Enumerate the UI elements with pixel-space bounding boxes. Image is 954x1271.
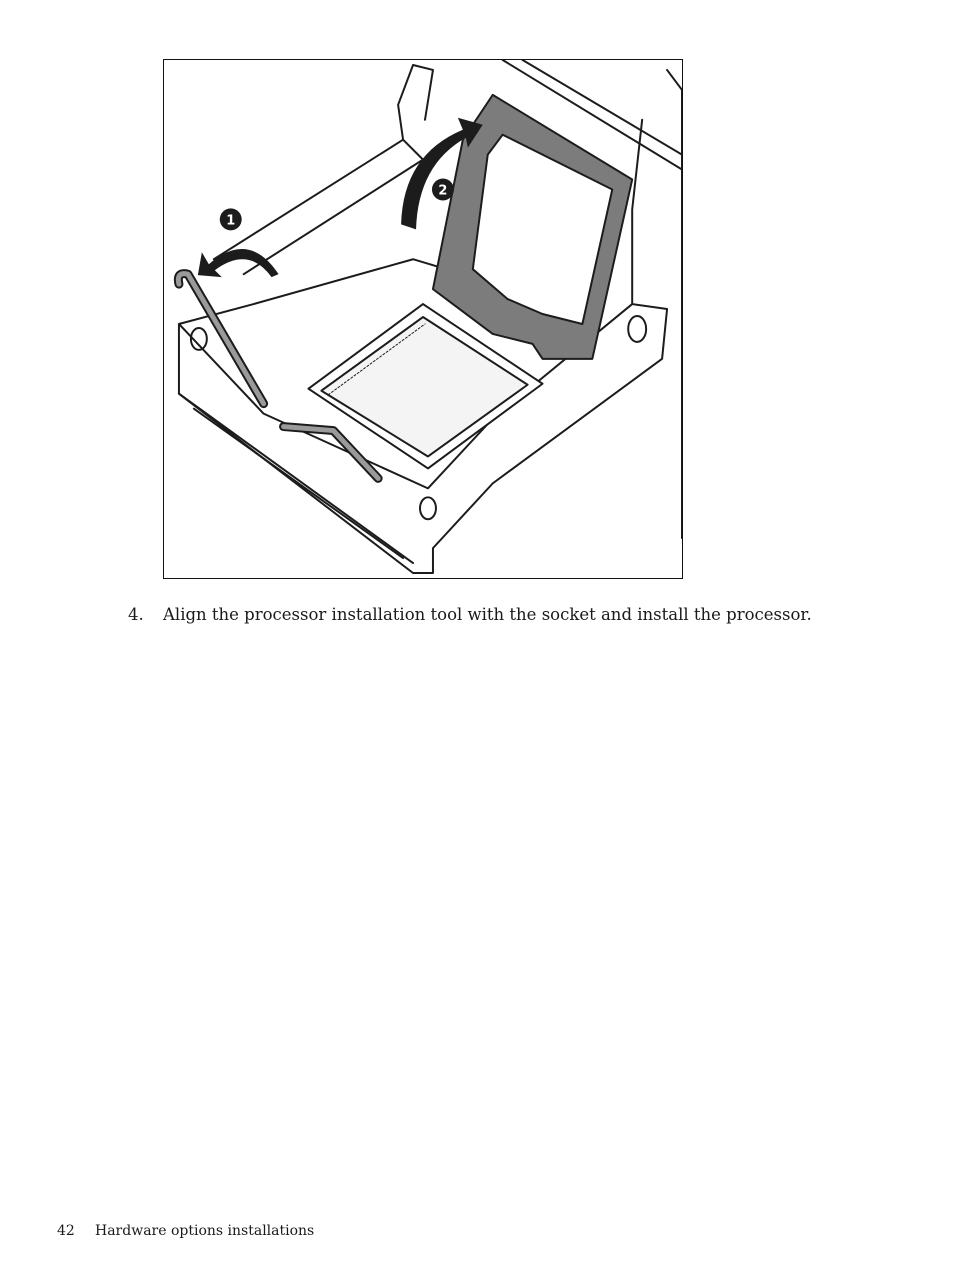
socket-diagram-svg [164, 60, 682, 578]
callout-1-label: 1 [226, 213, 236, 229]
page-number: 42 [57, 1223, 75, 1239]
callout-2-label: 2 [438, 183, 448, 199]
step-text: Align the processor installation tool with the socket and install the processor. [163, 605, 812, 624]
section-title: Hardware options installations [95, 1223, 315, 1239]
frame-right-edge [667, 70, 682, 538]
arrow-lever-open [198, 249, 279, 277]
processor-socket-illustration [163, 59, 683, 579]
procedure-step [128, 603, 848, 627]
frame-post [398, 65, 433, 140]
step-number: 4. [128, 605, 144, 624]
page-footer [57, 1221, 314, 1241]
